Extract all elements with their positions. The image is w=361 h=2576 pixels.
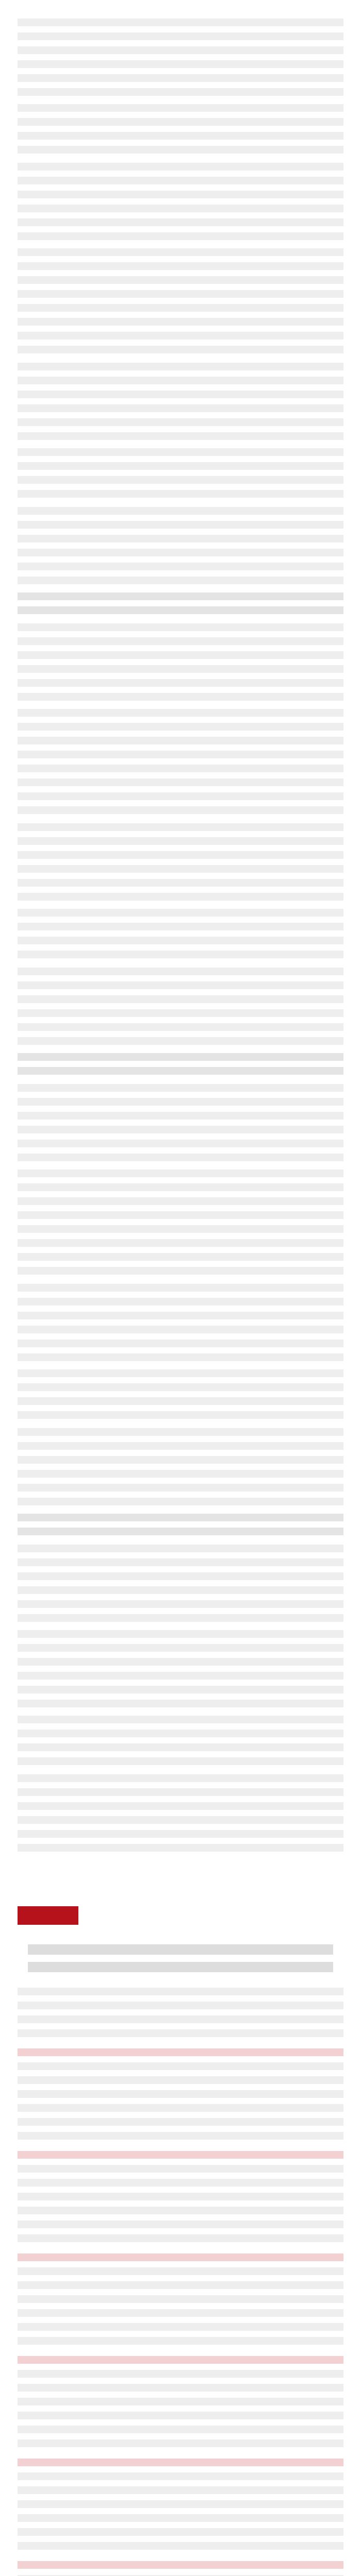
case-title xyxy=(18,2148,343,2162)
case-item xyxy=(18,2250,343,2348)
case-item xyxy=(18,2455,343,2553)
case-title xyxy=(18,2558,343,2572)
article-paragraph xyxy=(18,820,343,903)
article-paragraph xyxy=(18,1627,343,1709)
article-paragraph xyxy=(18,706,343,817)
article-paragraph xyxy=(18,1541,343,1624)
case-item xyxy=(18,2353,343,2450)
article-paragraph xyxy=(18,101,343,157)
section-tag xyxy=(18,1906,78,1925)
article-paragraph xyxy=(18,504,343,586)
article-paragraph xyxy=(18,15,343,98)
case-body xyxy=(18,2059,343,2143)
article-section-heading xyxy=(18,1511,343,1538)
case-title xyxy=(18,2250,343,2264)
article-paragraph xyxy=(18,964,343,1047)
case-intro xyxy=(18,1985,343,2040)
case-body xyxy=(18,2264,343,2348)
case-body xyxy=(18,2469,343,2553)
article-paragraph xyxy=(18,1366,343,1422)
article-paragraph xyxy=(18,445,343,501)
case-body xyxy=(18,2162,343,2245)
article-paragraph xyxy=(18,906,343,961)
article-paragraph xyxy=(18,245,343,357)
article-body xyxy=(18,15,343,1854)
case-body xyxy=(18,2572,343,2576)
case-title xyxy=(18,2353,343,2367)
case-list xyxy=(18,2045,343,2576)
case-title xyxy=(18,2045,343,2059)
article-paragraph xyxy=(18,1425,343,1507)
article-paragraph xyxy=(18,620,343,703)
article-paragraph xyxy=(18,1281,343,1363)
article-paragraph xyxy=(18,1081,343,1163)
case-headline xyxy=(28,1940,333,1975)
case-body xyxy=(18,2367,343,2450)
case-item xyxy=(18,2148,343,2245)
article-section-heading xyxy=(18,1050,343,1078)
case-item xyxy=(18,2558,343,2576)
article-section-heading xyxy=(18,589,343,617)
source-block xyxy=(18,1861,343,1895)
case-title xyxy=(18,2455,343,2469)
article-paragraph xyxy=(18,360,343,442)
article-paragraph xyxy=(18,1713,343,1768)
case-item xyxy=(18,2045,343,2143)
article-paragraph xyxy=(18,160,343,242)
article-paragraph xyxy=(18,1166,343,1278)
article-paragraph xyxy=(18,1771,343,1854)
